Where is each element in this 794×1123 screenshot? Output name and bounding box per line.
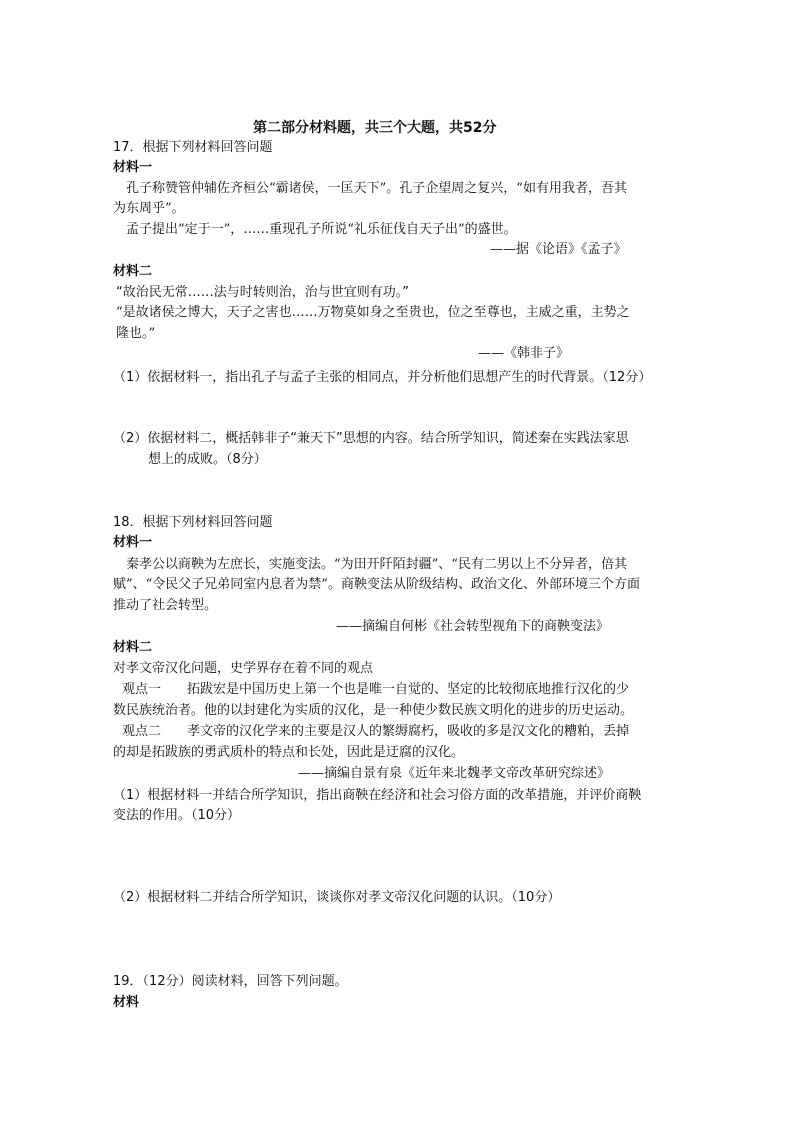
q17-material2-line: “是故诸侯之博大，天子之害也……万物莫如身之至贵也，位之至尊也，主威之重，主势之 xyxy=(116,305,630,320)
q18-material2-line: 对孝文帝汉化问题，史学界存在着不同的观点 xyxy=(113,661,374,676)
q18-material2-line: 观点一 拓跋宏是中国历史上第一个也是唯一自觉的、坚定的比较彻底地推行汉化的少 xyxy=(122,682,630,697)
q17-material2-label: 材料二 xyxy=(113,264,153,279)
q17-question-2: 想上的成败。（8分） xyxy=(148,452,267,467)
q19-material-label: 材料 xyxy=(113,995,140,1010)
q18-material1-source: ——摘编自何彬《社会转型视角下的商鞅变法》 xyxy=(336,619,610,634)
q17-material1-line: 为东周乎”。 xyxy=(113,201,185,216)
q18-material1-line: 秦孝公以商鞅为左庶长，实施变法。“为田开阡陌封疆”、“民有二男以上不分异者，倍其 xyxy=(126,557,627,572)
q17-material2-source: ——《韩非子》 xyxy=(478,346,570,361)
q18-material2-line: 的却是拓跋族的勇武质朴的特点和长处，因此是迂腐的汉化。 xyxy=(113,745,465,760)
q17-material1-source: ——据《论语》《孟子》 xyxy=(490,242,627,257)
q18-material2-label: 材料二 xyxy=(113,640,153,655)
q17-material1-line: 孔子称赞管仲辅佐齐桓公“霸诸侯，一匡天下”。孔子企望周之复兴，“如有用我者，吾其 xyxy=(126,181,627,196)
q18-material1-line: 推动了社会转型。 xyxy=(113,598,218,613)
q17-question-2: （2）依据材料二，概括韩非子“兼天下”思想的内容。结合所学知识，简述秦在实践法家思 xyxy=(113,431,629,446)
q18-heading: 18．根据下列材料回答问题 xyxy=(113,515,273,530)
section-title: 第二部分材料题，共三个大题，共52分 xyxy=(253,120,497,136)
q17-material1-line: 孟子提出“定于一”，……重现孔子所说“礼乐征伐自天子出”的盛世。 xyxy=(126,222,517,237)
q19-heading: 19．（12分）阅读材料，回答下列问题。 xyxy=(113,974,348,989)
q17-question-1: （1）依据材料一，指出孔子与孟子主张的相同点，并分析他们思想产生的时代背景。（12分） xyxy=(113,370,652,385)
q17-material2-line: 隆也。” xyxy=(116,326,156,341)
q17-material2-line: “故治民无常……法与时转则治，治与世宜则有功。” xyxy=(116,285,409,300)
q18-question-1: （1）根据材料一并结合所学知识，指出商鞅在经济和社会习俗方面的改革措施，并评价商鞅 xyxy=(113,788,642,803)
q18-material2-source: ——摘编自景有泉《近年来北魏孝文帝改革研究综述》 xyxy=(298,766,611,781)
q18-material1-line: 赋”、“令民父子兄弟同室内息者为禁”。商鞅变法从阶级结构、政治文化、外部环境三个方面 xyxy=(113,577,640,592)
q18-question-2: （2）根据材料二并结合所学知识，谈谈你对孝文帝汉化问题的认识。（10分） xyxy=(113,890,561,905)
q17-heading: 17．根据下列材料回答问题 xyxy=(113,140,273,155)
q18-material2-line: 数民族统治者。他的以封建化为实质的汉化，是一种使少数民族文明化的进步的历史运动。 xyxy=(113,703,634,718)
q18-question-1: 变法的作用。（10分） xyxy=(113,808,241,823)
q17-material1-label: 材料一 xyxy=(113,160,153,175)
q18-material1-label: 材料一 xyxy=(113,535,153,550)
q18-material2-line: 观点二 孝文帝的汉化学来的主要是汉人的繁缛腐朽，吸收的多是汉文化的糟粕，丢掉 xyxy=(122,724,630,739)
